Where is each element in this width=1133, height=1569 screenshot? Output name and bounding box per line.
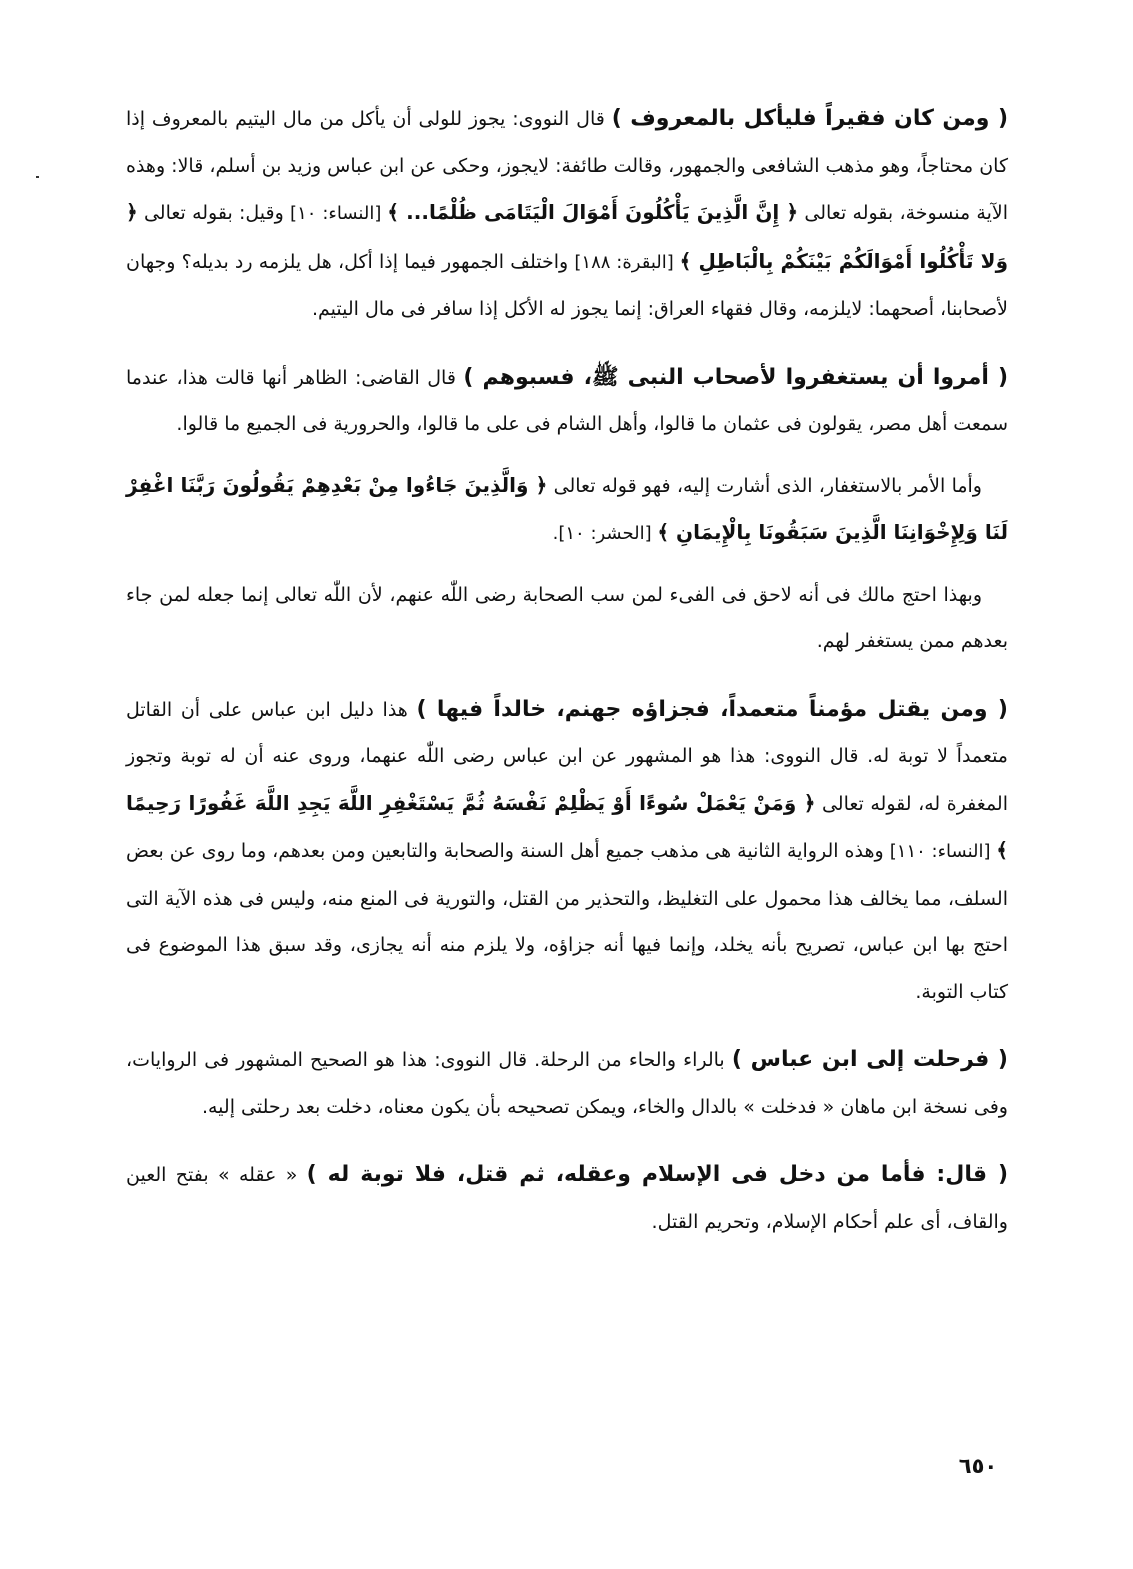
quran-verse: ﴿ إِنَّ الَّذِينَ يَأْكُلُونَ أَمْوَالَ الْيَتَامَى ظُلْمًا... ﴾ [387, 200, 799, 224]
commentary-text: وهذه الرواية الثانية هى مذهب جميع أهل السنة والصحابة والتابعين ومن بعدهم، وما روى عن بعض السلف، مما يخالف هذا محمول على التغليظ، والتحذير من القتل، والتورية فى المنع منه، وليس فى هذه الآية التى احتج بها ابن عباس، تصريح بأنه يخلد، وإنما فيها أنه جزاؤه، ولا يلزم منه أنه يجازى، وقد سبق هذا الموضوع فى كتاب التوبة. [126, 840, 1008, 1003]
verse-reference: [الحشر: ١٠]. [552, 523, 658, 544]
lemma-heading: ( ومن يقتل مؤمناً متعمداً، فجزاؤه جهنم، خالداً فيها ) [416, 696, 1008, 722]
page-body [126, 96, 1008, 1267]
lemma-heading: ( قال: فأما من دخل فى الإسلام وعقله، ثم قتل، فلا توبة له ) [306, 1162, 1008, 1187]
page-number: ٦٥٠ [958, 1454, 998, 1478]
paragraph-no-repentance [126, 1152, 1008, 1245]
quran-verse: ﴿ وَلا تَأْكُلُوا أَمْوَالَكُمْ بَيْنَكُمْ بِالْبَاطِلِ ﴾ [126, 200, 1009, 273]
lemma-heading: ( ومن كان فقيراً فليأكل بالمعروف ) [611, 106, 1008, 131]
quran-verse: ﴿ وَالَّذِينَ جَاءُوا مِنْ بَعْدِهِمْ يَقُولُونَ رَبَّنَا اغْفِرْ لَنَا وَلِإِخْوَانِنَا الَّذِينَ سَبَقُونَا بِالْإِيمَانِ ﴾ [126, 472, 1008, 544]
commentary-text: بالراء والحاء من الرحلة. قال النووى: هذا هو الصحيح المشهور فى الروايات، وفى نسخة ابن ماهان « فدخلت » بالدال والخاء، ويمكن تصحيحه بأن يكون معناه، دخلت بعد رحلتى إليه. [126, 1049, 1008, 1118]
verse-reference: [النساء: ١٠] [290, 203, 388, 224]
margin-speck [36, 176, 39, 178]
verse-reference: [البقرة: ١٨٨] [574, 251, 680, 273]
commentary-text: وبهذا احتج مالك فى أنه لاحق فى الفىء لمن سب الصحابة رضى اللّٰه عنهم، لأن اللّٰه تعالى إنما جعله لمن جاء بعدهم ممن يستغفر لهم. [126, 583, 1008, 652]
paragraph-travel-to-ibn-abbas [126, 1037, 1008, 1130]
paragraph-companions-forgiveness [126, 355, 1008, 448]
commentary-text: هذا دليل ابن عباس على أن القاتل متعمداً لا توبة له. قال النووى: هذا هو المشهور عن ابن عباس رضى اللّٰه عنهما، وروى عنه أن له توبة وتجوز المغفرة له، لقوله تعالى [126, 698, 1009, 815]
paragraph-intentional-killing [126, 687, 1008, 1016]
commentary-text: واختلف الجمهور فيما إذا أكل، هل يلزمه رد بديله؟ وجهان لأصحابنا، أصحهما: لايلزمه، وقال فقهاء العراق: إنما يجوز له الأكل إذا سافر فى مال اليتيم. [126, 250, 1008, 320]
lemma-heading: ( أمروا أن يستغفروا لأصحاب النبى ﷺ، فسبوهم ) [463, 364, 1008, 390]
commentary-text: وأما الأمر بالاستغفار، الذى أشارت إليه، فهو قوله تعالى [547, 474, 982, 497]
verse-reference: [النساء: ١١٠] [889, 841, 997, 862]
commentary-text: « عقله » بفتح العين والقاف، أى علم أحكام الإسلام، وتحريم القتل. [126, 1164, 1008, 1233]
commentary-text: قال النووى: يجوز للولى أن يأكل من مال اليتيم بالمعروف إذا كان محتاجاً، وهو مذهب الشافعى والجمهور، وقالت طائفة: لايجوز، وحكى عن ابن عباس وزيد بن أسلم، قالا: وهذه الآية منسوخة، بقوله تعالى [126, 108, 1009, 224]
lemma-heading: ( فرحلت إلى ابن عباس ) [731, 1047, 1008, 1072]
commentary-text: وقيل: بقوله تعالى [137, 202, 291, 224]
paragraph-orphan-guardian [126, 96, 1008, 333]
quran-verse: ﴿ وَمَنْ يَعْمَلْ سُوءًا أَوْ يَظْلِمْ نَفْسَهُ ثُمَّ يَسْتَغْفِرِ اللَّهَ يَجِدِ اللَّهَ غَفُورًا رَحِيمًا ﴾ [126, 790, 1008, 862]
paragraph-istighfar-verse [126, 462, 1008, 558]
commentary-text: قال القاضى: الظاهر أنها قالت هذا، عندما سمعت أهل مصر، يقولون فى عثمان ما قالوا، وأهل الشام فى على ما قالوا، والحرورية فى الجميع ما قالوا. [126, 366, 1008, 435]
paragraph-malik-fay [126, 572, 1008, 665]
